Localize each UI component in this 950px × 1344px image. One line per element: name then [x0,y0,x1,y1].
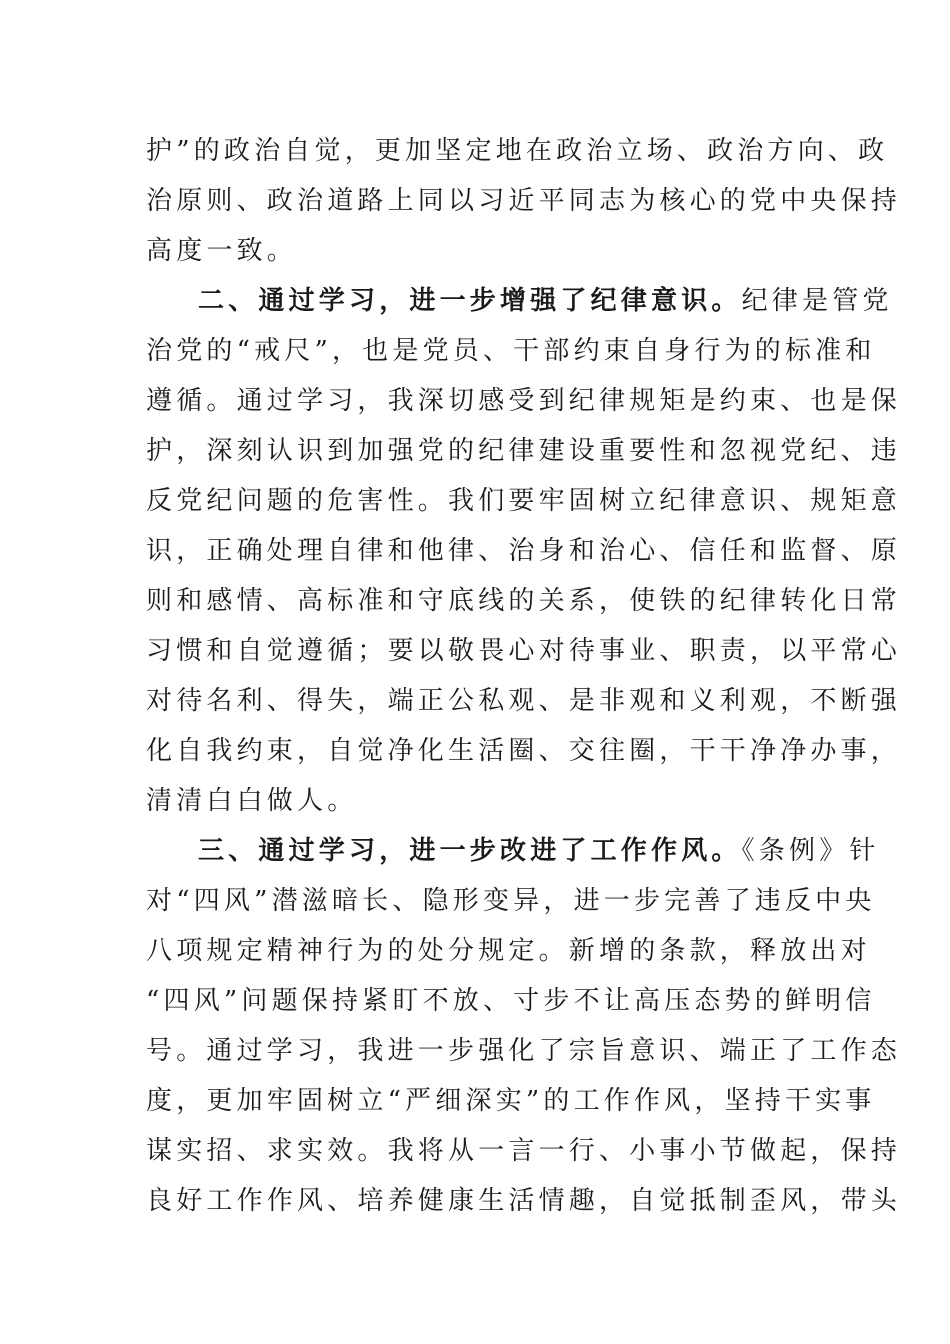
text-line: 清清白白做人。 [146,786,358,816]
paragraph-first-line [146,826,880,876]
text-line: 则和感情、高标准和守底线的关系，使铁的纪律转化日常 [146,586,902,616]
text-line: 化自我约束，自觉净化生活圈、交往圈，干干净净办事， [146,736,902,766]
paragraph-work-style [146,826,902,1226]
paragraph-continuation [146,126,902,276]
text-line: 良好工作作风、培养健康生活情趣，自觉抵制歪风，带头 [146,1186,902,1216]
text-line: 护，深刻认识到加强党的纪律建设重要性和忽视党纪、违 [146,436,902,466]
text-line: 对“四风”潜滋暗长、隐形变异，进一步完善了违反中央 [146,886,876,916]
text-line: 谋实招、求实效。我将从一言一行、小事小节做起，保持 [146,1136,902,1166]
section-heading-work-style: 三、通过学习，进一步改进了工作作风。 [198,836,742,866]
text-line: 遵循。通过学习，我深切感受到纪律规矩是约束、也是保 [146,386,902,416]
text-line: 护”的政治自觉，更加坚定地在政治立场、政治方向、政 [146,136,889,166]
text-line: 识，正确处理自律和他律、治身和治心、信任和监督、原 [146,536,902,566]
document-body [146,126,902,1226]
text-line: 治原则、政治道路上同以习近平同志为核心的党中央保持 [146,186,902,216]
text-fragment: 《条例》针 [741,836,880,866]
text-line: 高度一致。 [146,236,298,266]
text-line: “四风”问题保持紧盯不放、寸步不让高压态势的鲜明信 [146,986,876,1016]
text-line: 度，更加牢固树立“严细深实”的工作作风，坚持干实事 [146,1086,876,1116]
text-line: 八项规定精神行为的处分规定。新增的条款，释放出对 [146,936,871,966]
section-heading-discipline: 二、通过学习，进一步增强了纪律意识。 [198,286,742,316]
paragraph-discipline [146,276,902,826]
text-line: 反党纪问题的危害性。我们要牢固树立纪律意识、规矩意 [146,486,902,516]
paragraph-first-line [146,276,893,326]
text-line: 对待名利、得失，端正公私观、是非观和义利观，不断强 [146,686,902,716]
text-line: 治党的“戒尺”，也是党员、干部约束自身行为的标准和 [146,336,876,366]
text-line: 习惯和自觉遵循；要以敬畏心对待事业、职责，以平常心 [146,636,902,666]
text-line: 号。通过学习，我进一步强化了宗旨意识、端正了工作态 [146,1036,902,1066]
text-fragment: 纪律是管党 [741,286,893,316]
